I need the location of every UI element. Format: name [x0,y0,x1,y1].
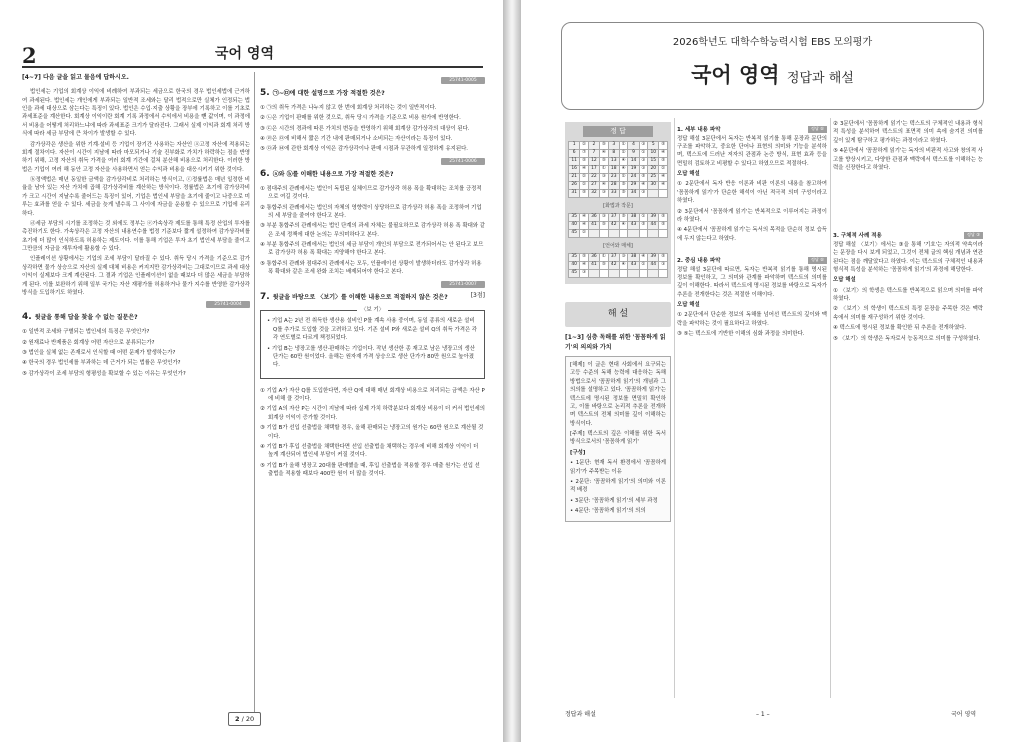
column-divider [830,118,831,698]
answer-cell: ① [639,150,647,158]
question-number-cell: 36 [588,253,599,261]
answer-cell: ① [600,253,608,261]
answer-row [569,261,668,269]
left-column [22,73,250,380]
question-number-cell: 3 [608,142,619,150]
question-number-cell: 39 [648,253,659,261]
question-number-cell: 5 [648,142,659,150]
explanation-paragraph: ② 〈보기〉의 학생이 텍스트의 특정 문장을 주목한 것은 맥락 속에서 의미를 재구성하기 위한 것이다. [833,306,983,321]
answer-option: ③ 부분 통합주의 관례에서는 법인 단계의 과세 자체는 불필요하므로 감가상각 허용 폭 확대와 같은 조세 정책에 대한 논의는 무의미하다고 본다. [260,223,485,238]
explanation-paragraph: 정답 해설 3문단에서 독자는 반복적 읽기를 통해 문장과 문단의 구조를 파악하고, 중요한 단어나 표현의 의미와 기능을 분석하며, 텍스트에 드러난 저자의 관점과 논증 방식, 표현 효과 등을 면밀히 검토하고 비평할 수 있다고 하였으므로 적절하다. [677,135,827,167]
answer-cell: ⑤ [580,190,588,198]
question-number-cell [648,229,659,237]
answer-cell: ⑤ [659,142,668,150]
page-footer: 2 / 20 [228,712,261,726]
question-number-cell: 36 [588,213,599,221]
question-number-cell: 43 [628,221,639,229]
question-number-cell: 43 [628,261,639,269]
question-number-cell: 20 [648,166,659,174]
answer-cell: ④ [619,261,627,269]
question-7 [260,291,485,479]
answer-cell: ③ [639,158,647,166]
answer-cell: ⑤ [619,190,627,198]
instruction: [4~7] 다음 글을 읽고 물음에 답하시오. [22,74,129,81]
explanation-paragraph: 정답 해설 〈보기〉에서는 ③을 통해 '기호'는 자의적 약속이라는 문장을 다시 보게 되었고, 그것이 전체 글의 핵심 개념과 연관된다는 점을 깨달았다고 하였다. 이는 텍스트의 구체적인 내용과 형식적 특성을 분석하는 '꼼꼼하게 읽기'의 과정에 해당한다. [833,241,983,273]
answer-cell: ④ [580,261,588,269]
answer-option: ④ 부분 통합주의 관례에서는 법인의 세금 부담이 개인의 부담으로 전가되어서는 안 된다고 보므로 감가상각 허용 폭 확대는 지양해야 한다고 본다. [260,242,484,257]
book-gutter [503,0,521,742]
answer-cell: ④ [619,166,627,174]
question-code-tag: 25741-0005 [441,77,485,84]
footer-total: 20 [245,715,255,723]
answer-cell: ⑦ [580,150,588,158]
answer-cell: ③ [600,174,608,182]
question-number-cell: 32 [588,190,599,198]
answer-cell: ② [580,182,588,190]
answer-option: ④ ㉣은 ㉤에 비해서 짧은 기간 내에 판매되거나 소비되는 자산이라는 특징이 있다. [260,136,453,143]
summary-list-item: • 4문단: '꼼꼼하게 읽기'의 의의 [570,508,646,515]
answer-cell: ② [580,174,588,182]
answer-cell: ⑤ [639,221,647,229]
answer-option: ④ 기업 B가 후입 선출법을 채택한다면 선입 선출법을 채택하는 경우에 비해 회계상 이익이 더 높게 계산되어 법인세 부담이 커질 것이다. [260,443,479,459]
answer-row [569,174,668,182]
question-number-cell: 14 [628,158,639,166]
question-number-cell: 37 [608,253,619,261]
answer-cell: ③ [659,261,668,269]
answer-cell: ④ [580,213,588,221]
answer-option: ① ㉠의 취득 가격은 나누지 않고 한 번에 회계상 처리하는 것이 일반적이다. [260,104,437,111]
summary-box [565,356,671,522]
answer-row [569,253,668,261]
question-stem: ⓐ와 ⓑ를 이해한 내용으로 가장 적절한 것은? [272,170,394,178]
item-heading [677,257,827,266]
answer-cell [659,190,668,198]
explanation-column [833,120,983,345]
item-title: 1. 세부 내용 파악 [677,127,721,133]
summary-list-title: [구성] [570,449,586,456]
answer-option: ④ 한국의 경우 법인세를 부과하는 데 근거가 되는 법률은 무엇인가? [22,360,181,367]
question-number-cell: 38 [628,253,639,261]
answer-cell: ③ [600,213,608,221]
question-number-cell: 41 [588,261,599,269]
question-number-cell: 22 [588,174,599,182]
question-number-cell: 41 [588,221,599,229]
explanation-paragraph: ① 2문단에서 독자 반응 이론과 비판 이론의 내용을 참고하여 '꼼꼼하게 읽기'가 단순한 해석이 아닌 적극적 의미 구성이라고 하였다. [677,181,827,205]
answer-cell: ⑤ [600,158,608,166]
question-number-cell: 45 [569,269,580,277]
answer-row [569,166,668,174]
answer-cell: ⑤ [600,142,608,150]
footer-page: 2 [235,715,240,723]
question-number-cell [608,229,619,237]
page-subject-title: 국어 영역 [215,46,274,62]
question-number-cell [628,269,639,277]
right-page [521,0,1024,742]
answer-cell: ③ [600,190,608,198]
answer-cell: ① [639,213,647,221]
explanation-paragraph: ② 3문단에서 '꼼꼼하게 읽기'는 반복적으로 이루어지는 과정이라 하였다. [677,208,827,223]
question-stem: 윗글을 바탕으로 〈보기〉를 이해한 내용으로 적절하지 않은 것은? [272,293,448,301]
footer-right: 국어 영역 [951,711,977,718]
answer-option: ① 기업 A가 자산 Q를 도입한다면, 자산 Q에 대해 매년 회계상 비용으로 처리되는 금액은 자산 P에 비해 클 것이다. [260,387,485,403]
answer-tag: 정답 ③ [964,232,983,239]
header-rule [22,66,483,68]
answer-cell: ⑤ [619,182,627,190]
answer-cell: ④ [639,253,647,261]
explanation-paragraph: ④ 텍스트에 명시된 정보를 확인한 뒤 추론을 전개하였다. [833,325,967,332]
answer-row [569,142,668,150]
question-number: 7. [260,291,270,302]
points-label: [3점] [470,291,485,299]
answer-cell: ④ [659,182,668,190]
question-number-cell: 40 [569,261,580,269]
answer-key-panel [565,122,671,284]
page-number: 2 [22,43,37,68]
answer-option: ⑤ 통합주의 관례와 점대주의 관례에서는 모두, 인플레이션 상황이 발생하더라도 감가상각 허용 폭 확대와 같은 조세 완화 조치는 배제되어야 한다고 본다. [260,260,482,276]
question-stem: 윗글을 통해 답을 찾을 수 없는 질문은? [34,314,138,322]
answer-cell: ⑤ [619,213,627,221]
answer-cell: ⑤ [580,253,588,261]
explanation-paragraph: 오답 해설 [833,277,856,284]
question-number-cell: 10 [648,150,659,158]
explanation-paragraph: ④ 4문단에서 '꼼꼼하게 읽기'는 독서의 목적을 단순히 정보 습득에 두지 않는다고 하였다. [677,227,827,242]
question-code-tag: 25741-0007 [441,281,485,288]
answer-option: ② ㉡은 기업이 판매를 위한 것으로, 취득 당시 가격을 기준으로 비용 원가에 반영한다. [260,115,461,122]
answer-cell: ⑤ [659,221,668,229]
answer-cell: ⑤ [600,261,608,269]
question-number-cell [588,269,599,277]
question-number-cell: 1 [569,142,580,150]
explanation-paragraph: ② 3문단에서 '꼼꼼하게 읽기'는 텍스트의 구체적인 내용과 형식적 특성을 분석하여 텍스트의 표면적 의미 속에 숨겨진 의미를 깊이 있게 탐구하고 평가하는 과정이라고 하였다. [833,121,983,144]
question-number-cell: 39 [648,213,659,221]
explanation-paragraph: ⑤ 4문단에서 '꼼꼼하게 읽기'는 독자의 비판적 사고와 창의적 사고를 향상시키고, 다양한 관점과 맥락에서 텍스트를 이해하는 능력을 신장한다고 하였다. [833,148,983,171]
answer-row [569,221,668,229]
question-number-cell: 12 [588,158,599,166]
question-number-cell: 42 [608,221,619,229]
answer-cell [659,269,668,277]
answer-option: ③ 법인을 실체 없는 존재로서 인식할 때 어떤 문제가 발생하는가? [22,349,176,356]
answer-cell: ④ [619,221,627,229]
explanation-paragraph: ③ ⑤는 텍스트에 기반한 이해의 심화 과정을 의미한다. [677,331,805,338]
summary-list-item: • 2문단: '꼼꼼하게 읽기'의 의미와 이론적 배경 [570,478,666,494]
question-number-cell: 6 [569,150,580,158]
bogi-label: 〈보 기〉 [357,307,388,313]
answer-column [565,122,671,522]
question-number-cell [588,229,599,237]
question-number-cell: 34 [628,190,639,198]
answer-cell: ④ [600,182,608,190]
answer-option: ② 기업 A의 자산 P는 시간이 지남에 따라 실제 가치 하락분보다 회계상 비용이 더 커서 법인세의 회계상 이익이 증가할 것이다. [260,406,485,421]
question-number-cell: 24 [628,174,639,182]
question-number-cell: 9 [628,150,639,158]
question-number-cell: 23 [608,174,619,182]
item-heading [833,232,983,241]
answer-cell: ② [619,150,627,158]
answer-cell [600,269,608,277]
explanation-paragraph: ① 〈보기〉의 학생은 텍스트를 반복적으로 읽으며 의미를 파악하였다. [833,287,983,303]
title-box [561,22,984,110]
column-divider [254,72,255,712]
answer-option: ① 일반적 조세와 구별되는 법인세의 특징은 무엇인가? [22,329,150,336]
summary-paragraph: [주제] 텍스트의 깊은 이해를 위한 독서 방식으로서의 '꼼꼼하게 읽기' [570,431,666,446]
answer-cell: ② [580,229,588,237]
answer-row [569,182,668,190]
question-number-cell: 25 [648,174,659,182]
answer-row [569,150,668,158]
answer-cell: ⑤ [639,174,647,182]
question-number-cell: 45 [569,229,580,237]
answer-cell: ① [619,142,627,150]
question-number-cell: 29 [628,182,639,190]
passage-paragraph: ⓓ세금 부담의 시기를 조정하는 것 외에도 정부는 ⓔ가속상각 제도를 통해 특정 산업의 투자를 촉진하기도 한다. 가속상각은 고정 자산의 내용연수를 법정 기준보다 짧게 설정하여 감가상각비를 초기에 더 많이 인식하도록 허용하는 제도이다. 이를 통해 기업은 투자 초기 법인세 부담을 줄이고 그만큼의 자금을 재투자에 활용할 수 있다. [22,220,250,253]
answer-option: ① 점대주의 관례에서는 법인이 독립된 실체이므로 감가상각 허용 폭을 확대하는 조치를 긍정적으로 여길 것이다. [260,185,482,201]
answer-cell: ③ [619,253,627,261]
passage-paragraph: 법인세는 기업의 회계상 이익에 비례하여 부과되는 세금으로 한국의 경우 법인세법에 근거하여 과세된다. 법인세는 개인에게 부과되는 일반적 조세와는 달리 법적으로만 실체가 인정되는 법인을 과세 대상으로 삼는다는 특징이 있다. 법인은 수입·지출 상황을 장부에 기록하고 이를 기초로 과세표준을 계산한다. 회계상 이익이란 회계 기록 과정에서 수익에서 비용을 뺀 값이며, 이 과정에서 비용을 어떻게 처리하느냐에 따라 과세표준 크기가 달라진다. 그래서 실제 이익과 회계 처리 방식에 따라 세금 부담에 큰 차이가 발생할 수 있다. [22,89,250,138]
right-column [260,73,485,480]
elective-title: [화법과 작문] [603,203,633,209]
item-title: 3. 구체적 사례 적용 [833,233,882,240]
question-number-cell: 42 [608,261,619,269]
elective-title: [언어와 매체] [603,242,633,249]
question-number-cell [648,269,659,277]
question-number-cell: 30 [648,182,659,190]
answer-row [569,269,668,277]
subtitle: 정답과 해설 [786,70,854,86]
question-number: 4. [22,312,32,323]
question-number-cell: 28 [608,182,619,190]
answer-cell: ⑤ [600,221,608,229]
answer-row [569,213,668,221]
question-number-cell: 35 [569,213,580,221]
answer-option: ② 원재료나 반제품은 회계상 어떤 자산으로 분류되는가? [22,339,155,346]
section-title: [1~3] 심층 독해를 위한 '꼼꼼하게 읽기'의 의의와 가치 [565,334,666,351]
question-number-cell: 8 [608,150,619,158]
question-code-tag: 25741-0004 [206,301,250,308]
passage-paragraph: ⓑ정액법은 매년 동일한 금액을 감가상각비로 처리하는 방식이고, ⓒ정률법은 매년 일정한 비율을 남아 있는 자산 가치에 곱해 감가상각비를 계산하는 방식이다. 정률법은 초기에 감가상각비가 크고 시간이 지날수록 줄어드는 특징이 있어, 기업은 법인세 부담을 초기에 줄이고 나중으로 미루는 효과를 얻을 수 있다. 세금을 늦게 낼수록 그 사이에 자금을 운용할 수 있으므로 기업에 유리하다. [22,177,250,217]
explanation-heading: 해 설 [565,302,671,328]
column-divider [674,118,675,698]
answer-cell: ③ [580,269,588,277]
answer-row [569,190,668,198]
answer-cell: ④ [659,174,668,182]
explanation-paragraph: 정답 해설 3문단에 따르면, 독자는 반복적 읽기를 통해 명시된 정보를 확인하고, 그 의미와 관계를 파악하며 텍스트의 의미를 깊이 이해한다. 따라서 텍스트에 명시된 정보를 바탕으로 독자가 추론을 전개한다는 것은 적절한 이해이다. [677,266,827,298]
explanation-paragraph: ① 2문단에서 단순한 정보의 독해를 넘어선 텍스트의 깊이와 맥락을 파악하는 것이 필요하다고 하였다. [677,312,827,327]
question-code-tag: 25741-0006 [441,158,485,165]
bogi-item: • 기업 B는 냉장고를 생산·판매하는 기업이다. 작년 생산한 종 재고로 남은 냉장고의 생산 단가는 60만 원이었다. 올해는 원자재 가격 상승으로 생산 단가가 80만 원으로 높아졌다. [267,345,475,369]
answer-cell [659,229,668,237]
summary-list-item: • 3문단: '꼼꼼하게 읽기'의 세부 과정 [570,497,658,504]
answer-row [569,229,668,237]
question-number-cell: 11 [569,158,580,166]
question-number-cell: 4 [628,142,639,150]
question-number-cell: 17 [588,166,599,174]
answer-cell: ③ [639,190,647,198]
question-number-cell [608,269,619,277]
answer-option: ⑤ 기업 B가 올해 냉장고 20대를 판매했을 때, 후입 선출법을 적용할 경우 매출 원가는 선입 선출법을 적용할 때보다 400만 원이 더 많을 것이다. [260,462,480,478]
answer-cell [639,269,647,277]
left-page [0,0,503,742]
question-5 [260,87,485,154]
bogi-item: • 기업 A는 2년 전 취득한 생산용 설비인 P를 계속 사용 중이며, 동일 종류의 새로운 설비 Q를 추가로 도입할 것을 고려하고 있다. 기존 설비 P와 새로운 설비 Q의 취득 가격은 각각 연도별로 다르게 책정되었다. [267,318,478,342]
answer-cell: ④ [580,221,588,229]
passage-paragraph: 감가상각은 생산을 위한 기계·설비 등 기업이 장기간 사용하는 자산인 ⓐ고정 자산에 적용되는 회계 절차이다. 자산이 시간이 지남에 따라 마모되거나 기술 진부화로 가치가 하락하는 점을 반영하기 위해, 고정 자산의 취득 가격을 여러 회계 기간에 걸쳐 분산해 비용으로 처리한다. 이러한 방법은 기업이 여러 해 동안 고정 자산을 사용하면서 얻는 수익과 비용을 대응시키기 위한 것이다. [22,141,250,173]
question-number-cell [628,229,639,237]
answer-cell: ② [580,142,588,150]
question-number-cell: 33 [608,190,619,198]
question-number-cell: 44 [648,221,659,229]
footer-center: – 1 – [756,711,770,718]
question-number-cell: 21 [569,174,580,182]
answer-table-hwa [568,213,668,238]
answer-option: ⑤ 감가상각이 조세 부담의 형평성을 확보할 수 있는 이유는 무엇인가? [22,370,186,377]
answer-option: ③ ㉢은 시간의 경과에 따른 가치의 변동을 반영하기 위해 회계상 감가상각의 대상이 된다. [260,125,470,132]
answer-cell: ② [619,174,627,182]
question-stem: ㉠~㉤에 대한 설명으로 가장 적절한 것은? [272,90,385,97]
answer-cell: ④ [619,158,627,166]
question-number-cell: 40 [569,221,580,229]
question-number-cell: 16 [569,166,580,174]
answer-cell: ④ [600,150,608,158]
question-number-cell: 15 [648,158,659,166]
answer-key-title: 정 답 [583,126,653,137]
answer-cell [639,229,647,237]
answer-cell: ③ [639,166,647,174]
question-6 [260,168,485,277]
question-number-cell: 35 [569,253,580,261]
answer-table [568,141,668,198]
answer-option: ② 통합주의 관례에서는 법인의 자체의 영향력이 상당하므로 감가상각 허용 폭을 조정하여 기업의 세 부담을 줄여야 한다고 본다. [260,204,482,219]
question-number-cell: 44 [648,261,659,269]
answer-cell: ② [639,261,647,269]
footer-left: 정답과 해설 [565,711,596,718]
item-title: 2. 중심 내용 파악 [677,258,721,265]
answer-cell: ① [600,166,608,174]
answer-cell: ④ [580,166,588,174]
question-number-cell: 18 [608,166,619,174]
answer-tag: 정답 ⑤ [808,257,827,264]
explanation-column [677,120,827,341]
answer-tag: 정답 ⑤ [808,126,827,133]
subject-title: 국어 영역 [691,62,780,87]
reading-passage [22,88,250,297]
question-number-cell: 19 [628,166,639,174]
passage-paragraph: 인플레이션 상황에서는 기업의 조세 부담이 달라질 수 있다. 취득 당시 가격을 기준으로 감가상각하면 물가 상승으로 자산의 실제 대체 비용은 커지지만 감가상각비는 그대로이므로 과세 대상 이익이 실제보다 크게 계산된다. 그 결과 기업은 인플레이션이 없을 때보다 더 많은 세금을 부담하게 된다. 이를 보완하기 위해 일부 국가는 자산 재평가를 허용하거나 물가 지수를 반영한 감가상각 방식을 도입하기도 하였다. [22,256,250,296]
answer-cell [600,229,608,237]
question-number-cell: 13 [608,158,619,166]
answer-cell: ⑤ [659,253,668,261]
summary-paragraph: [해제] 이 글은 현대 사회에서 요구되는 고등 수준의 독해 능력에 대응하는 독해 방법으로서 '꼼꼼하게 읽기'의 개념과 그 의의를 설명하고 있다. '꼼꼼하게 읽기'는 텍스트에 명시된 정보를 면밀히 확인하고, 이를 바탕으로 논리적 추론을 전개하며 텍스트의 전체 의미를 깊이 이해하는 방식이다. [570,362,666,427]
answer-cell [619,269,627,277]
question-number-cell: 37 [608,213,619,221]
explanation-paragraph: 오답 해설 [677,171,700,178]
answer-cell: ⑤ [580,158,588,166]
question-number-cell: 27 [588,182,599,190]
item-heading [677,126,827,135]
answer-row [569,158,668,166]
question-number: 5. [260,88,270,98]
answer-cell: ③ [639,142,647,150]
question-number-cell: 2 [588,142,599,150]
question-number-cell [648,190,659,198]
summary-list-item: • 1문단: 현재 독서 환경에서 '꼼꼼하게 읽기'가 주목받는 이유 [570,460,666,475]
question-number-cell: 26 [569,182,580,190]
explanation-paragraph: ⑤ 〈보기〉의 학생은 독자로서 능동적으로 의미를 구성하였다. [833,335,981,342]
question-number-cell: 31 [569,190,580,198]
exam-title: 2026학년도 대학수학능력시험 EBS 모의평가 [672,37,873,48]
answer-option: ③ 기업 B가 선입 선출법을 채택할 경우, 올해 판매되는 냉장고의 원가는 60만 원으로 계산될 것이다. [260,425,484,440]
answer-cell [619,229,627,237]
question-number: 6. [260,168,270,179]
answer-cell: ② [659,166,668,174]
answer-cell: ④ [639,182,647,190]
answer-table-eon [568,253,668,278]
question-number-cell: 38 [628,213,639,221]
bogi-box [260,307,485,378]
answer-cell: ⑤ [659,158,668,166]
question-number-cell: 7 [588,150,599,158]
question-4 [22,311,250,378]
explanation-paragraph: 오답 해설 [677,302,700,309]
answer-option: ⑤ ㉤과 ㉥에 관한 회계상 이익은 감가상각이나 판매 시점과 무관하게 일정하게 유지된다. [260,146,469,153]
answer-cell: ⑤ [659,213,668,221]
answer-cell: ④ [659,150,668,158]
